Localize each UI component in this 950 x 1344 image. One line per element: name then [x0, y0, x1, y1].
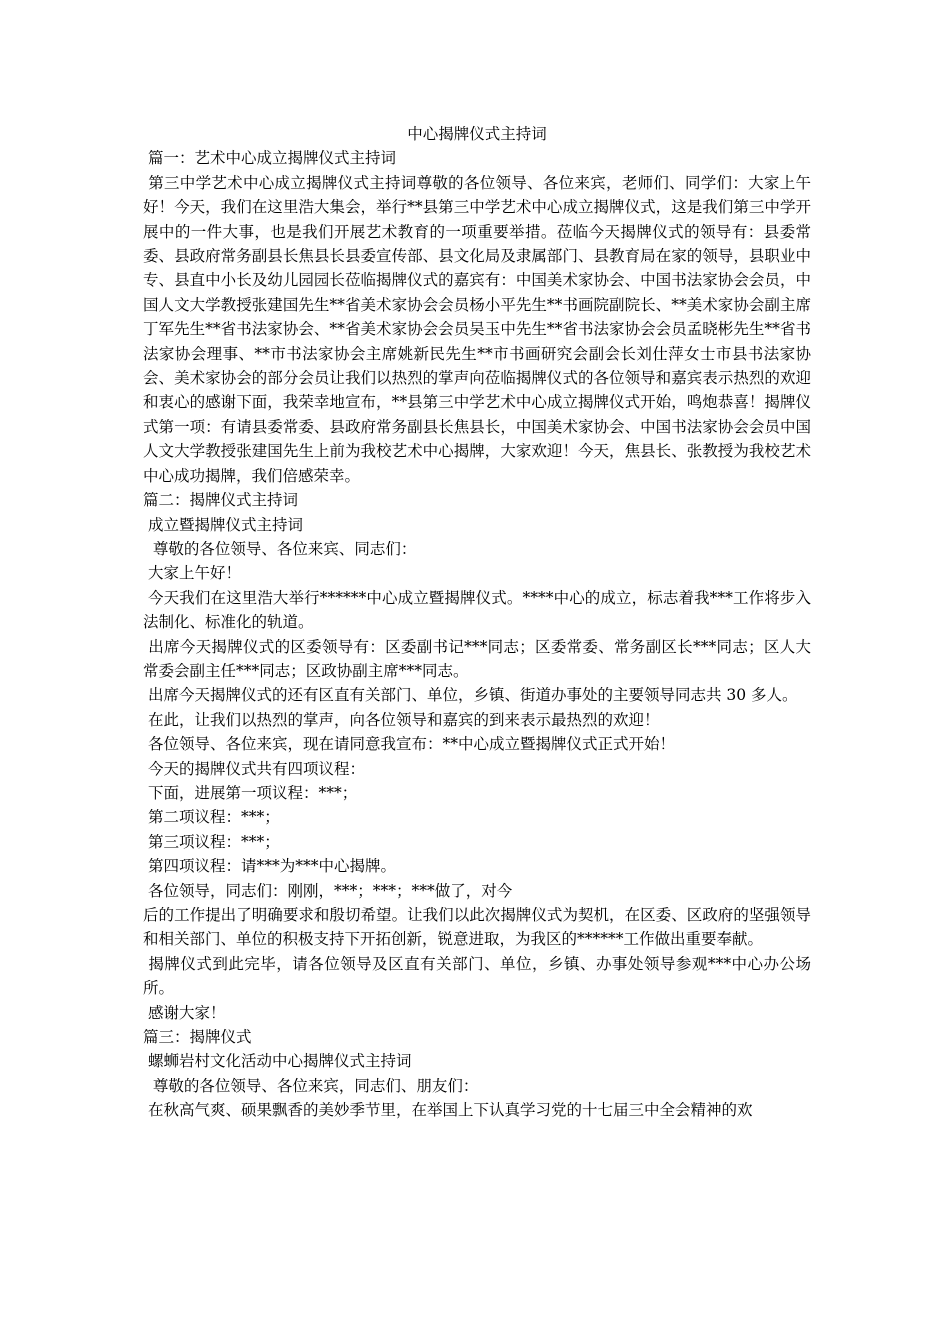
- paragraph: 后的工作提出了明确要求和殷切希望。让我们以此次揭牌仪式为契机，在区委、区政府的坚强领导和相关部门、单位的积极支持下开拓创新，锐意进取，为我区的******工作做出重要奉献。: [143, 906, 811, 949]
- paragraph: 今天的揭牌仪式共有四项议程：: [143, 759, 365, 778]
- paragraph: 第三中学艺术中心成立揭牌仪式主持词尊敬的各位领导、各位来宾，老师们、同学们：大家上午好！今天，我们在这里浩大集会，举行**县第三中学艺术中心成立揭牌仪式，这是我们第三中学开展中的一件大事，也是我们开展艺术教育的一项重要举措。莅临今天揭牌仪式的领导有：县委常委、县政府常务副县长焦县长县委宣传部、县文化局及隶属部门、县教育局在家的领导，县职业中专、县直中小长及幼儿园园长莅临揭牌仪式的嘉宾有：中国美术家协会、中国书法家协会会员，中国人文大学教授张建国先生**省美术家协会会员杨小平先生**书画院副院长、**美术家协会副主席丁军先生**省书法家协会、**省美术家协会会员吴玉中先生**省书法家协会会员孟晓彬先生**省书法家协会理事、**市书法家协会主席姚新民先生**市书画研究会副会长刘仕萍女士市县书法家协会、美术家协会的部分会员让我们以热烈的掌声向莅临揭牌仪式的各位领导和嘉宾表示热烈的欢迎和衷心的感谢下面，我荣幸地宣布，**县第三中学艺术中心成立揭牌仪式开始，鸣炮恭喜！揭牌仪式第一项：有请县委常委、县政府常务副县长焦县长，中国美术家协会、中国书法家协会会员中国人文大学教授张建国先生上前为我校艺术中心揭牌，大家欢迎！今天，焦县长、张教授为我校艺术中心成功揭牌，我们倍感荣幸。: [143, 173, 811, 485]
- subheading: 成立暨揭牌仪式主持词: [143, 515, 303, 534]
- paragraph: 尊敬的各位领导、各位来宾、同志们：: [143, 539, 417, 558]
- paragraph: 感谢大家！: [143, 1003, 226, 1022]
- agenda-item: 第二项议程：***；: [143, 808, 280, 827]
- subheading: 螺蛳岩村文化活动中心揭牌仪式主持词: [143, 1052, 412, 1071]
- paragraph: 出席今天揭牌仪式的区委领导有：区委副书记***同志；区委常委、常务副区长***同志；区人大常委会副主任***同志；区政协副主席***同志。: [143, 637, 811, 680]
- paragraph: 在此，让我们以热烈的掌声，向各位领导和嘉宾的到来表示最热烈的欢迎！: [143, 710, 660, 729]
- section-heading-2: 篇二：揭牌仪式主持词: [143, 491, 299, 510]
- paragraph: 各位领导，同志们：刚刚，***；***；***做了，对今: [143, 881, 513, 900]
- agenda-item: 第四项议程：请***为***中心揭牌。: [143, 857, 396, 876]
- paragraph: 出席今天揭牌仪式的还有区直有关部门、单位，乡镇、街道办事处的主要领导同志共 30 多人。: [143, 686, 798, 705]
- paragraph: 各位领导、各位来宾，现在请同意我宣布：**中心成立暨揭牌仪式正式开始！: [143, 735, 675, 754]
- paragraph: 揭牌仪式到此完毕，请各位领导及区直有关部门、单位，乡镇、办事处领导参观***中心办公场所。: [143, 954, 811, 998]
- document-page: [143, 122, 811, 1123]
- agenda-item: 下面，进展第一项议程：***；: [143, 783, 358, 802]
- agenda-item: 第三项议程：***；: [143, 832, 280, 851]
- section-heading-1: 篇一：艺术中心成立揭牌仪式主持词: [143, 149, 396, 168]
- section-heading-3: 篇三：揭牌仪式: [143, 1028, 252, 1047]
- paragraph: 今天我们在这里浩大举行******中心成立暨揭牌仪式。****中心的成立，标志着我***工作将步入法制化、标准化的轨道。: [143, 588, 811, 632]
- paragraph: 在秋高气爽、硕果飘香的美妙季节里，在举国上下认真学习党的十七届三中全会精神的欢: [143, 1101, 753, 1120]
- document-title: 中心揭牌仪式主持词: [407, 125, 547, 143]
- paragraph: 尊敬的各位领导、各位来宾，同志们、朋友们：: [143, 1076, 479, 1095]
- paragraph: 大家上午好！: [143, 564, 241, 583]
